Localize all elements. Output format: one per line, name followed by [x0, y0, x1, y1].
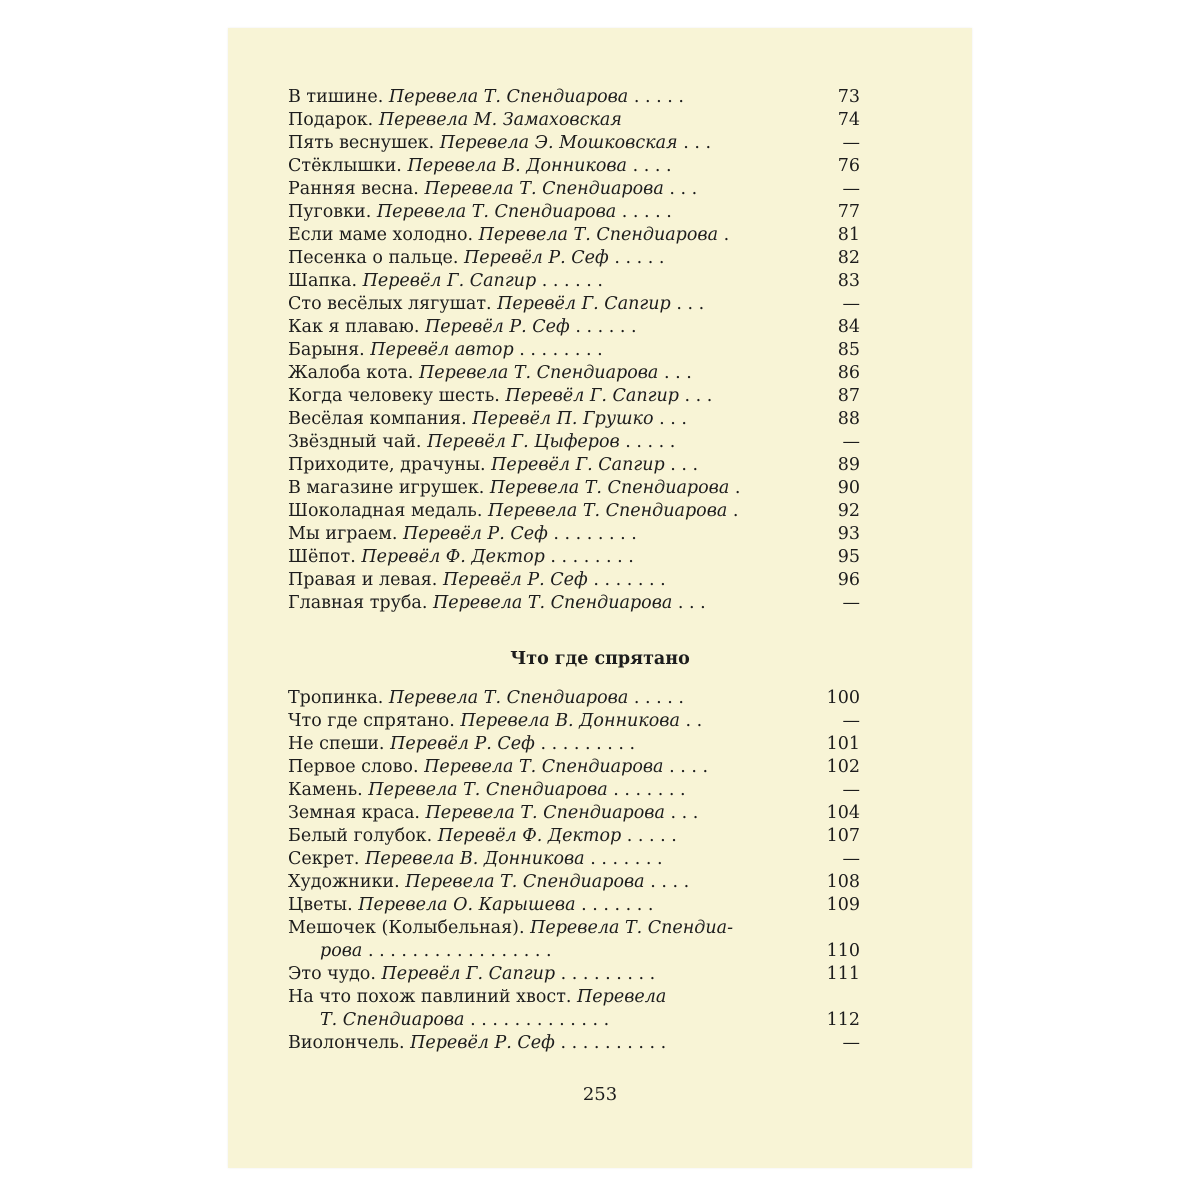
toc-entry-text [288, 756, 708, 779]
entry-page-number: — [842, 133, 860, 153]
toc-entry-text [288, 155, 672, 178]
toc-entry [288, 940, 860, 963]
entry-page-number: 76 [837, 156, 860, 176]
toc-entry [288, 454, 860, 477]
toc-entry-text [288, 178, 697, 201]
entry-translator: Перевела Т. Спендиарова [425, 803, 665, 823]
toc-entry-text [288, 871, 689, 894]
toc-entry [288, 270, 860, 293]
entry-page-number: 108 [826, 872, 860, 892]
dot-leader: . . . . . . . [593, 570, 666, 590]
entry-title: Земная краса. [288, 803, 420, 823]
toc-entry-text [288, 339, 603, 362]
entry-page-number: 112 [826, 1010, 860, 1030]
entry-page-number: 93 [837, 524, 860, 544]
toc-entry-text [288, 431, 675, 454]
dot-leader: . . . . . . . [613, 780, 686, 800]
entry-title: Главная труба. [288, 593, 428, 613]
entry-translator: Перевёл Р. Сеф [424, 317, 570, 337]
toc-entry [288, 963, 860, 986]
toc-entry-text [288, 710, 702, 733]
toc-entry-text [288, 1032, 666, 1055]
toc-section-2 [288, 687, 860, 1055]
dot-leader: . . . . . . . [581, 895, 654, 915]
dot-leader: . . . . . . . . . . . . . . . . . [367, 941, 552, 961]
entry-title: Подарок. [288, 110, 374, 130]
toc-entry [288, 986, 860, 1009]
dot-leader: . . . . [669, 757, 709, 777]
entry-translator: Перевела Т. Спендиарова [432, 593, 673, 613]
dot-leader: . . . [670, 803, 699, 823]
toc-entry-text [288, 779, 686, 802]
toc-entry [288, 894, 860, 917]
entry-translator: Перевела В. Донникова [460, 711, 680, 731]
toc-entry [288, 431, 860, 454]
dot-leader: . . . . . . . . [550, 547, 634, 567]
entry-translator: Перевёл П. Грушко [472, 409, 654, 429]
dot-leader: . . . [677, 593, 706, 613]
entry-translator: Перевёл Г. Сапгир [505, 386, 679, 406]
toc-entry [288, 779, 860, 802]
entry-translator: Перевела Т. Спендиа- [530, 918, 734, 938]
entry-translator: Перевёл Ф. Дектор [361, 547, 545, 567]
toc-entry-text [288, 825, 677, 848]
toc-entry [288, 592, 860, 615]
entry-title: Секрет. [288, 849, 360, 869]
dot-leader: . . . . . [626, 826, 677, 846]
toc-entry [288, 848, 860, 871]
toc-entry [288, 917, 860, 940]
toc-entry [288, 802, 860, 825]
entry-page-number: — [842, 179, 860, 199]
dot-leader: . . . [663, 363, 692, 383]
entry-title: Когда человеку шесть. [288, 386, 500, 406]
toc-entry-text [288, 523, 637, 546]
toc-entry-text [288, 247, 664, 270]
toc-entry-text [288, 109, 622, 132]
entry-title: Правая и левая. [288, 570, 438, 590]
entry-title: Сто весёлых лягушат. [288, 294, 492, 314]
toc-entry-text [288, 963, 655, 986]
entry-title: Камень. [288, 780, 363, 800]
entry-translator: Перевела Т. Спендиарова [487, 501, 728, 521]
entry-title: Тропинка. [288, 688, 384, 708]
entry-page-number: 88 [837, 409, 860, 429]
toc-entry [288, 500, 860, 523]
entry-title: Не спеши. [288, 734, 385, 754]
entry-page-number: 104 [826, 803, 860, 823]
entry-translator: Перевёл Г. Сапгир [497, 294, 671, 314]
entry-title: В магазине игрушек. [288, 478, 485, 498]
entry-title: Что где спрятано. [288, 711, 455, 731]
dot-leader: . . . [659, 409, 687, 429]
entry-page-number: 81 [837, 225, 860, 245]
entry-page-number: 84 [837, 317, 860, 337]
toc-entry-text [288, 454, 698, 477]
entry-translator: Перевёл Р. Сеф [390, 734, 535, 754]
dot-leader: . . . [684, 386, 713, 406]
entry-translator: Перевела В. Донникова [407, 156, 627, 176]
toc-entry [288, 477, 860, 500]
entry-title: Виолончель. [288, 1033, 405, 1053]
dot-leader: . . . . . . [575, 317, 637, 337]
entry-translator: Перевёл Ф. Дектор [437, 826, 622, 846]
dot-leader: . . . . . [633, 688, 684, 708]
entry-translator: Перевёл Р. Сеф [403, 524, 548, 544]
entry-page-number: 85 [837, 340, 860, 360]
toc-entry [288, 733, 860, 756]
toc-entry [288, 86, 860, 109]
entry-translator: Перевела Э. Мошковская [439, 133, 678, 153]
toc-entry-text [288, 848, 663, 871]
toc-entry-text [288, 132, 711, 155]
toc-entry [288, 362, 860, 385]
toc-entry [288, 339, 860, 362]
toc-entry [288, 293, 860, 316]
dot-leader: . . . [683, 133, 712, 153]
entry-translator: Перевёл Г. Сапгир [491, 455, 665, 475]
entry-title: Пуговки. [288, 202, 372, 222]
entry-page-number: — [842, 849, 860, 869]
toc-entry-text [288, 362, 692, 385]
entry-title: Цветы. [288, 895, 353, 915]
entry-translator: Перевела Т. Спендиарова [424, 757, 664, 777]
dot-leader: . . . . . [633, 87, 684, 107]
entry-translator: Перевела Т. Спендиарова [388, 87, 629, 107]
dot-leader: . . . . . . . . . . . . . [470, 1010, 610, 1030]
entry-translator: Перевела Т. Спендиарова [478, 225, 719, 245]
entry-title: Звёздный чай. [288, 432, 422, 452]
entry-title: Пять веснушек. [288, 133, 435, 153]
entry-translator: рова [320, 941, 363, 961]
toc-entry-text [288, 687, 684, 710]
entry-title: Шапка. [288, 271, 358, 291]
dot-leader: . . . [669, 179, 698, 199]
dot-leader: . . . . [650, 872, 690, 892]
entry-title: Весёлая компания. [288, 409, 467, 429]
toc-entry [288, 408, 860, 431]
entry-translator: Перевёл Р. Сеф [463, 248, 609, 268]
entry-title: Как я плаваю. [288, 317, 420, 337]
entry-page-number: 95 [837, 547, 860, 567]
toc-entry [288, 523, 860, 546]
entry-page-number: — [842, 593, 860, 613]
toc-entry-text [288, 316, 637, 339]
toc-entry-text [288, 986, 666, 1009]
toc-entry [288, 247, 860, 270]
entry-page-number: 100 [826, 688, 860, 708]
dot-leader: . . . [676, 294, 705, 314]
section-heading: Что где спрятано [510, 649, 690, 669]
entry-page-number: 110 [826, 941, 860, 961]
page-number: 253 [582, 1084, 618, 1105]
toc-entry-text [288, 733, 635, 756]
toc-entry-text [288, 569, 666, 592]
entry-translator: Перевела Т. Спендиарова [388, 688, 629, 708]
dot-leader: . . . . . . . [590, 849, 663, 869]
entry-translator: Перевела Т. Спендиарова [419, 363, 659, 383]
toc-entry-text [288, 940, 552, 963]
toc-entry [288, 109, 860, 132]
dot-leader: . . . . . . . . . . [560, 1033, 667, 1053]
entry-title: На что похож павлиний хвост. [288, 987, 572, 1007]
toc-entry-text [288, 201, 672, 224]
entry-page-number: 87 [837, 386, 860, 406]
toc-entry-text [288, 477, 740, 500]
entry-page-number: 73 [837, 87, 860, 107]
entry-title: Жалоба кота. [288, 363, 414, 383]
entry-title: Барыня. [288, 340, 365, 360]
entry-title: Художники. [288, 872, 400, 892]
toc-entry [288, 871, 860, 894]
entry-translator: Перевёл Г. Цыферов [427, 432, 620, 452]
toc-entry [288, 224, 860, 247]
entry-page-number: 89 [837, 455, 860, 475]
entry-translator: Перевёл Р. Сеф [410, 1033, 555, 1053]
toc-entry-text [288, 224, 729, 247]
toc-entry [288, 569, 860, 592]
entry-page-number: — [842, 432, 860, 452]
toc-entry [288, 1009, 860, 1032]
toc-entry [288, 385, 860, 408]
entry-translator: Перевёл автор [370, 340, 514, 360]
entry-title: Это чудо. [288, 964, 376, 984]
entry-page-number: 82 [837, 248, 860, 268]
dot-leader: . . . . . . . . [553, 524, 637, 544]
dot-leader: . . . . . . [541, 271, 603, 291]
entry-title: Ранняя весна. [288, 179, 419, 199]
entry-translator: Перевела Т. Спендиарова [424, 179, 664, 199]
toc-entry [288, 546, 860, 569]
entry-translator: Перевела Т. Спендиарова [489, 478, 730, 498]
entry-title: Мешочек (Колыбельная). [288, 918, 525, 938]
dot-leader: . . . . . [625, 432, 676, 452]
toc-entry-text [288, 270, 603, 293]
entry-translator: Перевёл Р. Сеф [442, 570, 588, 590]
entry-page-number: 74 [837, 110, 860, 130]
toc-entry-text [288, 894, 653, 917]
dot-leader: . [723, 225, 730, 245]
toc-entry [288, 155, 860, 178]
dot-leader: . . . [670, 455, 699, 475]
entry-page-number: 102 [826, 757, 860, 777]
entry-page-number: — [842, 711, 860, 731]
entry-page-number: 101 [826, 734, 860, 754]
entry-page-number: 77 [837, 202, 860, 222]
entry-title: Мы играем. [288, 524, 398, 544]
toc-entry [288, 316, 860, 339]
entry-page-number: — [842, 780, 860, 800]
toc-entry [288, 1032, 860, 1055]
entry-translator: Перевела М. Замаховская [378, 110, 622, 130]
entry-title: Шоколадная медаль. [288, 501, 483, 521]
entry-page-number: 96 [837, 570, 860, 590]
dot-leader: . . . . . . . . [519, 340, 603, 360]
entry-title: Приходите, драчуны. [288, 455, 486, 475]
entry-translator: Т. Спендиарова [320, 1010, 465, 1030]
entry-title: Шёпот. [288, 547, 356, 567]
dot-leader: . . . . [632, 156, 672, 176]
entry-title: Первое слово. [288, 757, 419, 777]
entry-translator: Перевёл Г. Сапгир [362, 271, 537, 291]
toc-entry-text [288, 293, 704, 316]
toc-entry-text [288, 917, 733, 940]
toc-entry-text [288, 592, 706, 615]
toc-entry [288, 687, 860, 710]
entry-translator: Перевела О. Карышева [358, 895, 576, 915]
toc-entry [288, 756, 860, 779]
book-page [228, 28, 972, 1168]
entry-translator: Перевела Т. Спендиарова [376, 202, 617, 222]
entry-page-number: 107 [826, 826, 860, 846]
toc-entry-text [288, 802, 698, 825]
toc-entry [288, 710, 860, 733]
toc-section-1 [288, 86, 860, 615]
entry-page-number: 90 [837, 478, 860, 498]
entry-translator: Перевела Т. Спендиарова [368, 780, 608, 800]
dot-leader: . . . . . . . . . [540, 734, 636, 754]
toc-entry [288, 825, 860, 848]
entry-translator: Перевела В. Донникова [365, 849, 585, 869]
entry-title: Песенка о пальце. [288, 248, 459, 268]
entry-page-number: 92 [837, 501, 860, 521]
dot-leader: . [734, 478, 741, 498]
entry-title: Стёклышки. [288, 156, 402, 176]
dot-leader: . [732, 501, 739, 521]
dot-leader: . . . . . [621, 202, 672, 222]
toc-entry-text [288, 86, 684, 109]
toc-entry-text [288, 500, 738, 523]
dot-leader: . . . . . . . . . [560, 964, 656, 984]
toc-entry-text [288, 385, 712, 408]
toc-entry [288, 178, 860, 201]
entry-title: Белый голубок. [288, 826, 433, 846]
entry-translator: Перевела [577, 987, 667, 1007]
toc-entry-text [288, 408, 687, 431]
entry-translator: Перевёл Г. Сапгир [381, 964, 556, 984]
toc-entry-text [288, 546, 634, 569]
entry-page-number: — [842, 294, 860, 314]
toc-entry [288, 201, 860, 224]
entry-title: В тишине. [288, 87, 384, 107]
entry-title: Если маме холодно. [288, 225, 474, 245]
dot-leader: . . [685, 711, 703, 731]
entry-page-number: 109 [826, 895, 860, 915]
entry-page-number: 83 [837, 271, 860, 291]
toc-entry-text [288, 1009, 609, 1032]
entry-page-number: — [842, 1033, 860, 1053]
toc-entry [288, 132, 860, 155]
entry-page-number: 86 [837, 363, 860, 383]
dot-leader: . . . . . [614, 248, 665, 268]
entry-translator: Перевела Т. Спендиарова [405, 872, 645, 892]
entry-page-number: 111 [826, 964, 860, 984]
